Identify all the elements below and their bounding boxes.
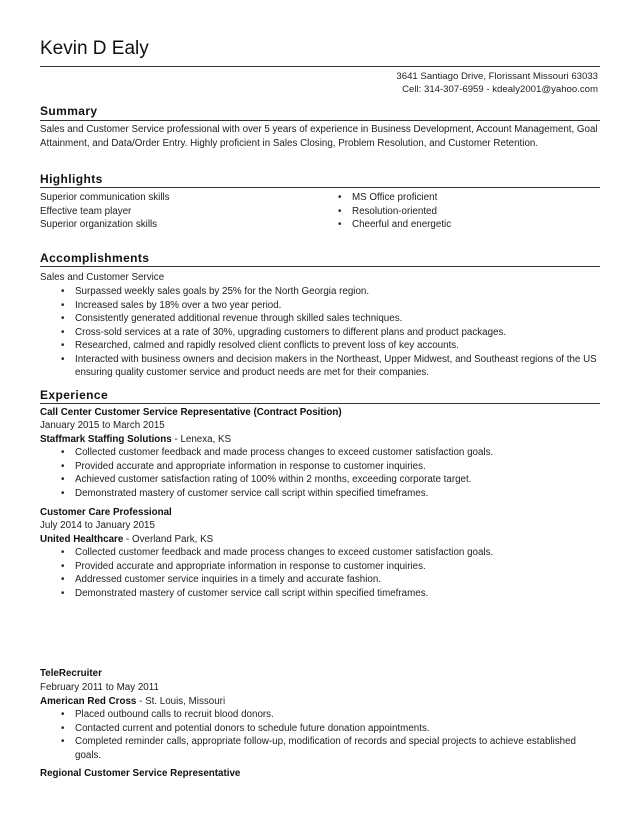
summary-heading: Summary [40, 104, 98, 118]
job-bullet: • Collected customer feedback and made process changes to exceed customer satisfaction goals. [59, 546, 599, 560]
highlight-item: • MS Office proficient [336, 191, 451, 205]
accomplishments-subtitle: Sales and Customer Service [40, 272, 165, 283]
accomplishment-item: • Interacted with business owners and decision makers in the Northeast, Upper Midwest, and Southeast regions of the US ensuring quality customer service and product needs are met for their companies. [59, 353, 599, 380]
accomplishment-item: • Increased sales by 18% over a two year period. [59, 299, 599, 313]
job-bullet: • Provided accurate and appropriate information in response to customer inquiries. [59, 560, 599, 574]
highlight-item: Superior communication skills [40, 192, 170, 203]
accomplishment-item: • Cross-sold services at a rate of 30%, upgrading customers to different plans and product packages. [59, 326, 599, 340]
job-location: - Overland Park, KS [123, 534, 214, 545]
job-bullet: • Provided accurate and appropriate information in response to customer inquiries. [59, 460, 599, 474]
candidate-name: Kevin D Ealy [40, 38, 149, 59]
job-dates: July 2014 to January 2015 [40, 520, 155, 531]
experience-divider [40, 403, 600, 404]
job-dates: January 2015 to March 2015 [40, 420, 165, 431]
job-company: United Healthcare [40, 534, 124, 545]
job-location: - Lenexa, KS [171, 434, 232, 445]
job-bullet: • Demonstrated mastery of customer service call script within specified timeframes. [59, 587, 599, 601]
job-bullet: • Contacted current and potential donors to schedule future donation appointments. [59, 722, 599, 736]
header-divider [40, 66, 600, 67]
job-bullet: • Placed outbound calls to recruit blood donors. [59, 708, 599, 722]
highlight-item: Superior organization skills [40, 219, 158, 230]
accomplishments-divider [40, 266, 600, 267]
job-title: TeleRecruiter [40, 668, 102, 679]
highlights-heading: Highlights [40, 172, 103, 186]
job-employer [40, 433, 231, 447]
accomplishments-list [59, 285, 599, 380]
job-bullet: • Collected customer feedback and made process changes to exceed customer satisfaction goals. [59, 446, 599, 460]
job-dates: February 2011 to May 2011 [40, 682, 159, 693]
job-bullets [59, 546, 599, 600]
highlights-left-column [40, 191, 170, 232]
job-location: - St. Louis, Missouri [136, 696, 226, 707]
highlight-item: • Cheerful and energetic [336, 218, 451, 232]
highlights-divider [40, 187, 600, 188]
job-bullet: • Achieved customer satisfaction rating of 100% within 2 months, exceeding corporate target. [59, 473, 599, 487]
experience-heading: Experience [40, 388, 109, 402]
job-bullets [59, 708, 599, 762]
accomplishment-item: • Consistently generated additional revenue through skilled sales techniques. [59, 312, 599, 326]
accomplishment-item: • Surpassed weekly sales goals by 25% for the North Georgia region. [59, 285, 599, 299]
job-bullet: • Completed reminder calls, appropriate follow-up, modification of records and special projects to achieve established goals. [59, 735, 599, 762]
summary-divider [40, 120, 600, 121]
job-bullets [59, 446, 599, 500]
job-title: Call Center Customer Service Representative (Contract Position) [40, 407, 342, 418]
job-bullet: • Addressed customer service inquiries in a timely and accurate fashion. [59, 573, 599, 587]
job-employer [40, 533, 213, 547]
job-title: Customer Care Professional [40, 507, 172, 518]
job-bullet: • Demonstrated mastery of customer service call script within specified timeframes. [59, 487, 599, 501]
accomplishment-item: • Researched, calmed and rapidly resolved client conflicts to prevent loss of key accounts. [59, 339, 599, 353]
highlight-item: Effective team player [40, 205, 132, 217]
job-employer [40, 695, 225, 709]
job-title: Regional Customer Service Representative [40, 768, 241, 779]
highlight-item: • Resolution-oriented [336, 205, 451, 219]
summary-text: Sales and Customer Service professional with over 5 years of experience in Business Development, Account Management, Goal Attainment, and Data/Order Entry. Highly proficient in Sales Closing, Problem Resolution, and Customer Retention. [40, 124, 598, 149]
highlights-right-column [336, 191, 451, 232]
job-company: Staffmark Staffing Solutions [40, 434, 172, 445]
accomplishments-heading: Accomplishments [40, 251, 150, 265]
contact-cell-email: Cell: 314-307-6959 - kdealy2001@yahoo.com [402, 84, 598, 95]
job-company: American Red Cross [40, 696, 137, 707]
contact-address: 3641 Santiago Drive, Florissant Missouri 63033 [396, 71, 598, 82]
